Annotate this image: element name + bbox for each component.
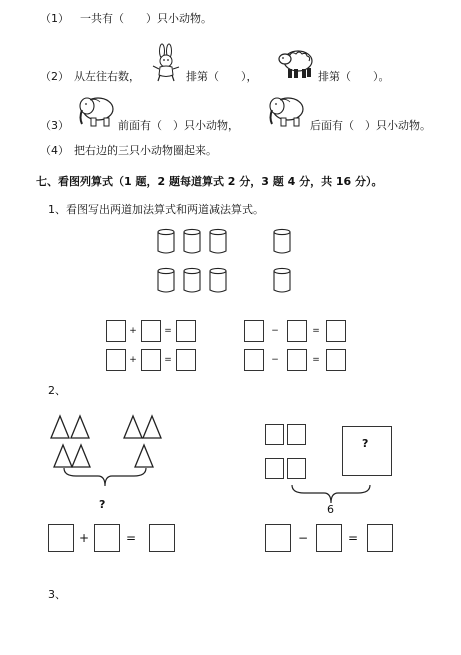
triangle-icon <box>54 445 72 467</box>
small-square <box>287 458 306 479</box>
minus-sign: − <box>271 326 279 336</box>
answer-box[interactable] <box>316 524 342 552</box>
triangle-icon <box>71 416 89 438</box>
triangle-icon <box>51 416 69 438</box>
plus-sign: + <box>78 531 90 545</box>
problem-2-label: 2、 <box>48 384 66 397</box>
small-square <box>265 458 284 479</box>
answer-box[interactable] <box>94 524 120 552</box>
answer-box[interactable] <box>48 524 74 552</box>
problem-1-label: 1、看图写出两道加法算式和两道减法算式。 <box>48 203 264 216</box>
q1-number: （1） <box>40 12 69 25</box>
q2-text: 从左往右数， <box>74 70 140 83</box>
brace <box>62 466 148 488</box>
equals-sign: = <box>125 531 137 545</box>
problem-3-label: 3、 <box>48 588 66 601</box>
equals-sign: = <box>347 531 359 545</box>
triangle-icon <box>124 416 142 438</box>
triangle-icon <box>143 416 161 438</box>
small-square <box>287 424 306 445</box>
unknown-square-label: ? <box>362 437 369 450</box>
section-heading: 七、看图列算式（1 题，2 题每道算式 2 分，3 题 4 分，共 16 分）。 <box>36 175 383 188</box>
answer-box[interactable] <box>149 524 175 552</box>
minus-sign: − <box>271 355 279 365</box>
total-value: 6 <box>327 503 334 516</box>
brace <box>290 483 372 505</box>
q3-number: （3） <box>40 119 69 132</box>
q4-number: （4） <box>40 144 69 157</box>
equals-sign: = <box>164 355 172 365</box>
equals-sign: = <box>164 326 172 336</box>
q1-text: 一共有（ ）只小动物。 <box>80 12 212 25</box>
q3-behind: 后面有（ ）只小动物。 <box>310 119 431 132</box>
q2-number: （2） <box>40 70 69 83</box>
unknown-total: ? <box>99 498 106 511</box>
equals-sign: = <box>312 355 320 365</box>
triangle-icon <box>135 445 153 467</box>
small-square <box>265 424 284 445</box>
equals-sign: = <box>312 326 320 336</box>
triangle-icon <box>72 445 90 467</box>
q2-rank-a: 排第（ ）， <box>186 70 258 83</box>
q4-text: 把右边的三只小动物圈起来。 <box>74 144 217 157</box>
q2-rank-b: 排第（ ）。 <box>318 70 390 83</box>
unknown-square <box>342 426 392 476</box>
q3-front: 前面有（ ）只小动物， <box>118 119 239 132</box>
plus-sign: + <box>129 355 137 365</box>
answer-box[interactable] <box>367 524 393 552</box>
answer-box[interactable] <box>265 524 291 552</box>
plus-sign: + <box>129 326 137 336</box>
minus-sign: − <box>297 531 309 545</box>
